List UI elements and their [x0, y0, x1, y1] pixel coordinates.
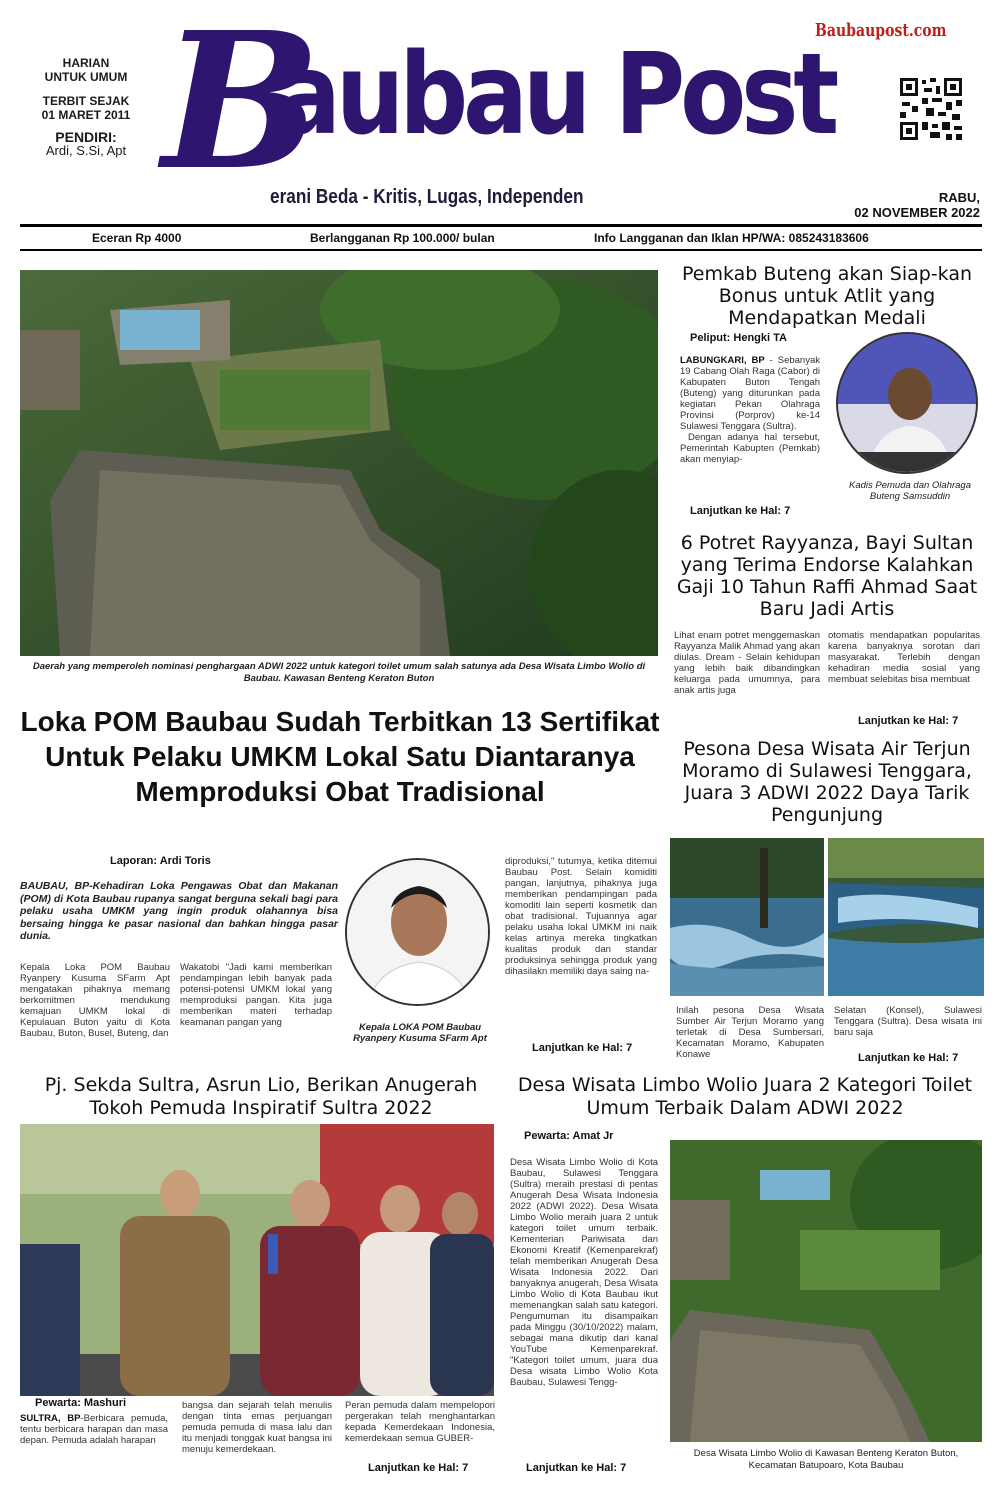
pom-photo-caption: Kepala LOKA POM Baubau Ryanpery Kusuma SFarm Apt: [353, 1022, 487, 1044]
moramo-continue-link[interactable]: Lanjutkan ke Hal: 7: [858, 1052, 959, 1064]
masthead-daily-line1: HARIAN: [62, 56, 110, 70]
pemkab-continue-link[interactable]: Lanjutkan ke Hal: 7: [690, 505, 791, 517]
sekda-col-1: [20, 1413, 168, 1446]
contact-info-label: Info Langganan dan Iklan HP/WA: 085243183606: [594, 231, 869, 245]
issue-day: RABU,: [938, 190, 980, 205]
moramo-photo-right: [828, 838, 984, 996]
masthead-logo-letter: B: [162, 0, 321, 212]
reporter-pemkab: Peliput: Hengki TA: [690, 332, 787, 344]
dateline-pemkab: LABUNGKARI, BP: [680, 355, 765, 366]
moramo-col-2: Selatan (Konsel), Sulawesi Tenggara (Sultra). Desa wisata ini baru saja: [834, 1005, 982, 1038]
sekda-continue-link[interactable]: Lanjutkan ke Hal: 7: [368, 1462, 469, 1474]
masthead-since-line2: 01 MARET 2011: [41, 108, 131, 122]
rayyanza-continue-link[interactable]: Lanjutkan ke Hal: 7: [858, 715, 959, 727]
headline-pemkab: Pemkab Buteng akan Siap-kan Bonus untuk Atlit yang Mendapatkan Medali: [681, 263, 973, 329]
pemkab-paragraph-2: Dengan adanya hal tersebut, Pemerintah Kabupten (Pemkab) akan menyiap-: [680, 432, 820, 465]
masthead-daily-line2: UNTUK UMUM: [44, 70, 128, 84]
moramo-photo-left: [670, 838, 824, 996]
pemkab-paragraph-1: - Sebanyak 19 Cabang Olah Raga (Cabor) di Kabupaten Buton Tengah (Buteng) yang diturunkan pada kegiatan Pekan Olahraga Provinsi (Porprov) ke-14 Sulawesi Tenggara (Sultra).: [680, 355, 820, 432]
masthead-title: aubau Post: [276, 30, 835, 160]
issue-date: 02 NOVEMBER 2022: [854, 205, 980, 220]
headline-limbo: Desa Wisata Limbo Wolio Juara 2 Kategori Toilet Umum Terbaik Dalam ADWI 2022: [517, 1074, 973, 1119]
limbo-continue-link[interactable]: Lanjutkan ke Hal: 7: [526, 1462, 627, 1474]
masthead-info-left: [20, 56, 152, 158]
pom-col-3: diproduksi," tutumya, ketika ditemui Baubau Post. Selain komiditi pangan, lanjutnya, pihaknya juga memberikan pendampingan pada komoditi lain seperti kosmetik dan obat tradisional. Tujuannya agar pelaku usaha lokal UMKM ini naik kelas artinya mereka tingkatkan kualitas produk dan standar produksinya sehingga produk yang dihasilakn memiliki daya saing na-: [505, 856, 657, 977]
sekda-col-1-text: -Berbicara pemuda, tentu berbicara harapan dan masa depan. Pemuda adalah harapan: [20, 1413, 169, 1446]
limbo-photo-caption: Desa Wisata Limbo Wolio di Kawasan Benteng Keraton Buton, Kecamatan Batupoaro, Kota Baubau: [693, 1448, 959, 1471]
moramo-col-1: Inilah pesona Desa Wisata Sumber Air Terjun Moramo yang terletak di Desa Sumbersari, Kecamatan Moramo, Kabupaten Konawe: [676, 1005, 824, 1060]
price-label: Eceran Rp 4000: [92, 231, 182, 245]
headline-pom: Loka POM Baubau Sudah Terbitkan 13 Sertifikat Untuk Pelaku UMKM Lokal Satu Diantaranya Memproduksi Obat Tradisional: [20, 706, 660, 807]
masthead-since-line1: TERBIT SEJAK: [42, 94, 130, 108]
limbo-body: Desa Wisata Limbo Wolio di Kota Baubau, Sulawesi Tenggara (Sultra) meraih prestasi di pentas Anugerah Desa Wisata Indonesia 2022 (ADWI 2022). Desa Wisata Limbo Wolio meraih juara 2 untuk kategori toilet umum terbaik. Kementerian Pariwisata dan Ekonomi Kreatif (Kemenparekraf) telah memberikan Anugerah Desa Wisata Indonesia 2022. Dari banyaknya anugerah, Desa Wisata Limbo Wolio di Kota Baubau ikut memenangkan salah satu kategori. Pengumuman itu disampaikan pada Minggu (30/10/2022) malam, sebagai mana dikutip dari kanal YouTube Kemenparekraf. "Kategori toilet umum, juara dua Desa wisata Limbo Wolio Kota Baubau, Sulawesi Tengg-: [510, 1157, 658, 1388]
masthead-tagline: erani Beda - Kritis, Lugas, Independen: [270, 186, 584, 208]
sekda-col-2: bangsa dan sejarah telah menulis dengan tinta emas perjuangan pemuda pemuda di masa lalu dan itu menjadi tonggak kuat bangsa ini menuju kemerdekaan.: [182, 1400, 332, 1455]
reporter-limbo: Pewarta: Amat Jr: [524, 1130, 614, 1142]
reporter-sekda: Pewarta: Mashuri: [35, 1397, 127, 1409]
headline-sekda: Pj. Sekda Sultra, Asrun Lio, Berikan Anugerah Tokoh Pemuda Inspiratif Sultra 2022: [44, 1074, 478, 1119]
masthead-founder-label: PENDIRI:: [55, 129, 117, 145]
qr-code-icon: [898, 76, 964, 142]
rayyanza-col-1: Lihat enam potret menggemaskan Rayyanza Malik Ahmad yang akan diulas. Dream - Selain kehidupan yang lebih baik dibandingkan keluarga pada umumnya, para anak artis juga: [674, 630, 820, 696]
pom-col-2: Wakatobi "Jadi kami memberikan pendampingan lebih banyak pada potensi-potensi UMKM lokal yang memproduksi pangan. Kita juga memberikan materi terhadap keamanan pangan yang: [180, 962, 332, 1028]
masthead-rule-top: [20, 224, 982, 227]
pom-portrait-photo: [345, 858, 490, 1006]
pemkab-photo-caption: Kadis Pemuda dan Olahraga Buteng Samsuddin: [849, 480, 971, 502]
pom-lead-paragraph: BAUBAU, BP-Kehadiran Loka Pengawas Obat dan Makanan (POM) di Kota Baubau rupanya sangat berguna sekali bagi para pelaku usaha UMKM yang ingin produk olahannya bisa bersaing hingga ke pasar nasional dan bahkan hingga pasar dunia.: [20, 880, 338, 942]
pom-col-1: Kepala Loka POM Baubau Ryanpery Kusuma SFarm Apt mengatakan pihaknya memang berkomitmen mendukung kemajuan UMKM lokal di Kepulauan Buton yaitu di Kota Baubau, Buton, Busel, Buteng, dan: [20, 962, 170, 1039]
sekda-col-3: Peran pemuda dalam mempelopori pergerakan telah menghantarkan kepada Kemerdekaan Indonesia, kemerdekaan semua GUBER-: [345, 1400, 495, 1444]
sekda-award-photo: [20, 1124, 494, 1396]
limbo-photo: [670, 1140, 982, 1442]
article-pemkab-body: [680, 355, 820, 465]
pemkab-portrait-photo: [836, 332, 978, 474]
main-photo-caption: Daerah yang memperoleh nominasi penghargaan ADWI 2022 untuk kategori toilet umum salah satunya ada Desa Wisata Limbo Wolio di Baubau. Kawasan Benteng Keraton Buton: [32, 661, 646, 684]
masthead-rule-bottom: [20, 249, 982, 251]
main-photo-fortress: [20, 270, 658, 656]
reporter-pom: Laporan: Ardi Toris: [110, 855, 211, 867]
website-link[interactable]: Baubaupost.com: [815, 20, 947, 41]
rayyanza-col-2: otomatis mendapatkan popularitas karena banyaknya sorotan dari masyarakat. Terlebih dengan kehadiran media sosial yang membuat selebitas bisa membuat: [828, 630, 980, 685]
pom-continue-link[interactable]: Lanjutkan ke Hal: 7: [532, 1042, 633, 1054]
dateline-sekda: SULTRA, BP: [20, 1413, 81, 1424]
headline-rayyanza: 6 Potret Rayyanza, Bayi Sultan yang Terima Endorse Kalahkan Gaji 10 Tahun Raffi Ahmad Saat Baru Jadi Artis: [676, 532, 978, 620]
headline-moramo: Pesona Desa Wisata Air Terjun Moramo di Sulawesi Tenggara, Juara 3 ADWI 2022 Daya Tarik Pengunjung: [682, 738, 972, 826]
masthead-founder-name: Ardi, S.Si, Apt: [45, 143, 127, 158]
subscription-label: Berlangganan Rp 100.000/ bulan: [310, 231, 495, 245]
